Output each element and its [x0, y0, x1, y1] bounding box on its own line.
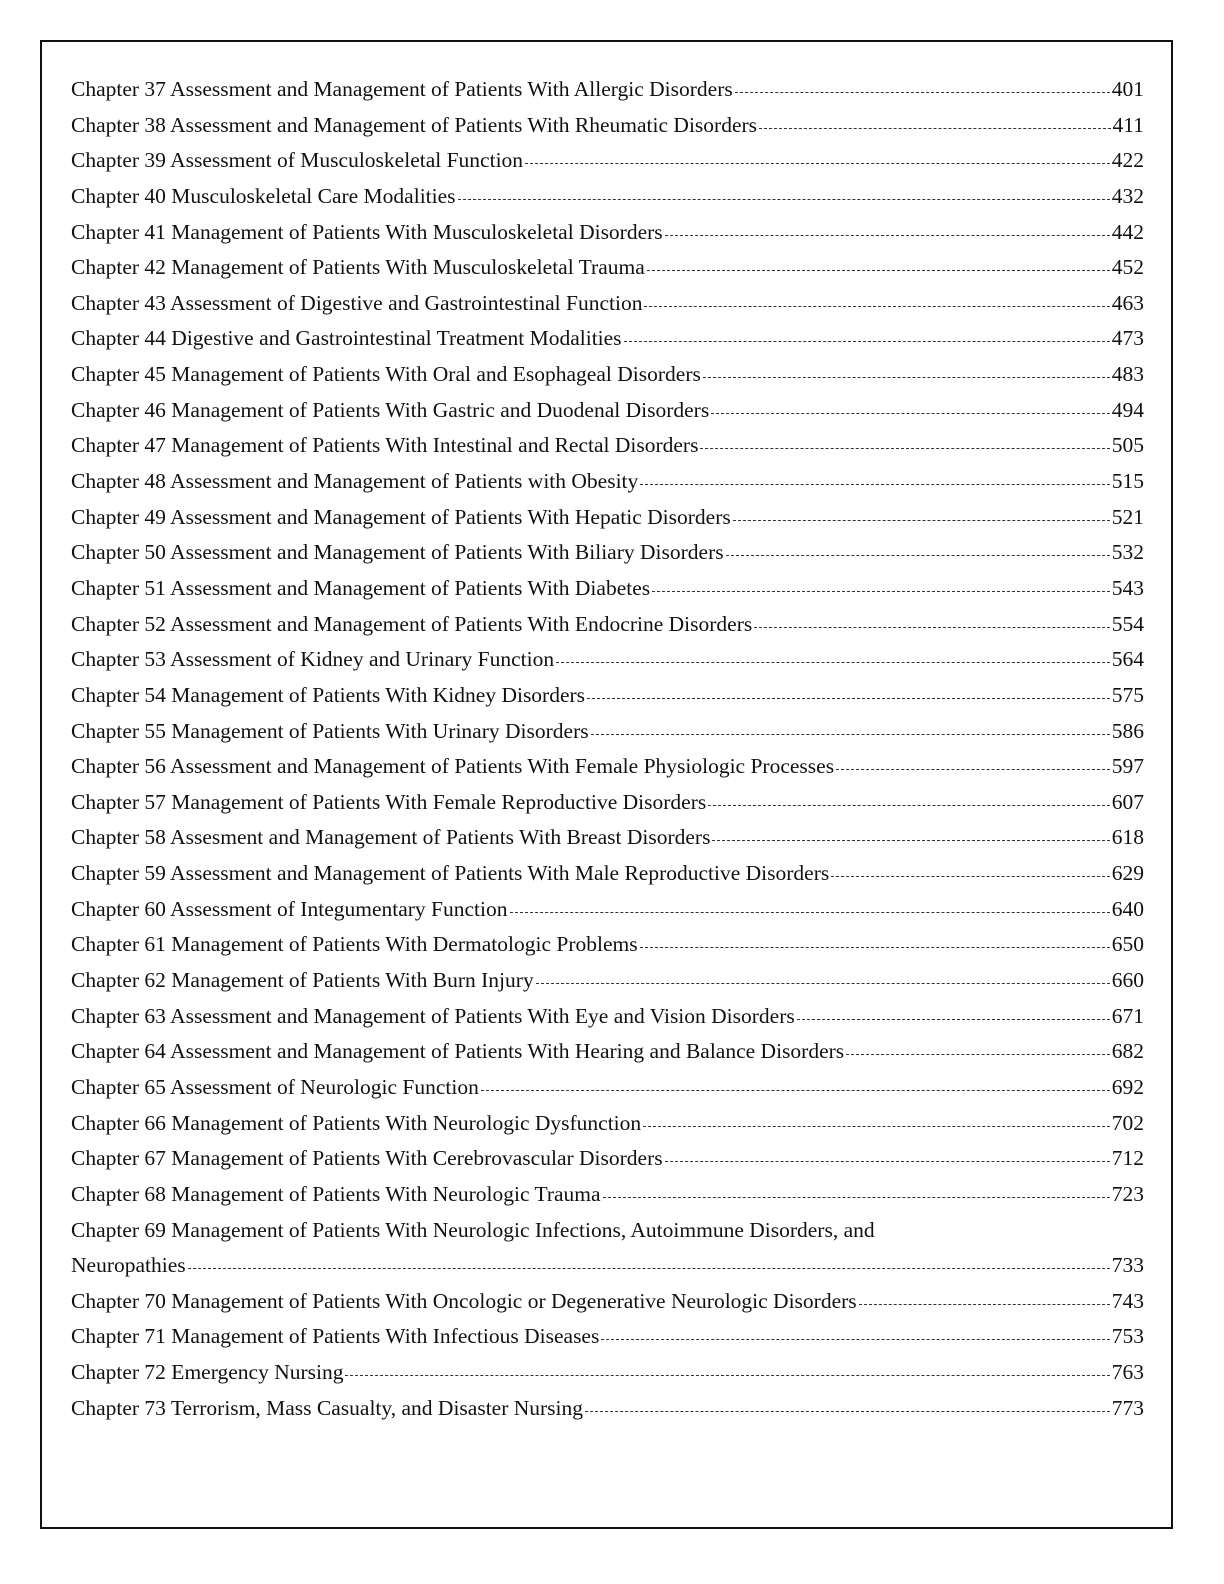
- toc-entry-page: 483: [1111, 362, 1144, 387]
- toc-entry-page: 494: [1111, 397, 1144, 422]
- dot-leader: [481, 1090, 1110, 1091]
- toc-entry-title: Chapter 62 Management of Patients With Burn Injury: [71, 968, 534, 993]
- dot-leader: [846, 1054, 1110, 1055]
- toc-entry-page: 401: [1111, 77, 1144, 101]
- toc-entry[interactable]: [71, 963, 1144, 999]
- toc-entry-title: Chapter 48 Assessment and Management of Patients with Obesity: [71, 469, 639, 494]
- toc-entry-title: Chapter 68 Management of Patients With Neurologic Trauma: [71, 1181, 601, 1206]
- toc-entry-title: Chapter 53 Assessment of Kidney and Urinary Function: [71, 647, 555, 672]
- dot-leader: [603, 1197, 1110, 1198]
- dot-leader: [536, 983, 1110, 984]
- toc-entry-title: Chapter 58 Assesment and Management of Patients With Breast Disorders: [71, 825, 711, 850]
- toc-entry-page: 671: [1111, 1003, 1144, 1028]
- toc-entry[interactable]: [71, 250, 1144, 286]
- toc-entry-page: 743: [1111, 1288, 1144, 1313]
- dot-leader: [797, 1019, 1110, 1020]
- toc-entry[interactable]: [71, 607, 1144, 643]
- dot-leader: [759, 128, 1111, 129]
- toc-entry[interactable]: [71, 1355, 1144, 1391]
- dot-leader: [836, 769, 1110, 770]
- dot-leader: [525, 163, 1110, 164]
- toc-entry-title: Chapter 52 Assessment and Management of Patients With Endocrine Disorders: [71, 611, 753, 636]
- toc-entry-title: Chapter 66 Management of Patients With Neurologic Dysfunction: [71, 1110, 642, 1135]
- dot-leader: [458, 199, 1110, 200]
- dot-leader: [733, 520, 1110, 521]
- dot-leader: [643, 1126, 1110, 1127]
- toc-entry-title: Chapter 55 Management of Patients With Urinary Disorders: [71, 718, 589, 743]
- dot-leader: [735, 92, 1110, 93]
- toc-entry-title: Chapter 61 Management of Patients With Dermatologic Problems: [71, 932, 638, 957]
- toc-entry[interactable]: [71, 1319, 1144, 1355]
- toc-entry-title: Chapter 60 Assessment of Integumentary Function: [71, 896, 508, 921]
- toc-entry-title: Chapter 64 Assessment and Management of Patients With Hearing and Balance Disorders: [71, 1039, 845, 1064]
- toc-entry-page: 702: [1111, 1110, 1144, 1135]
- toc-entry-page: 452: [1111, 255, 1144, 280]
- dot-leader: [703, 377, 1110, 378]
- dot-leader: [345, 1375, 1109, 1376]
- toc-entry-page: 442: [1111, 219, 1144, 244]
- toc-entry[interactable]: [71, 1070, 1144, 1106]
- toc-entry[interactable]: [71, 464, 1144, 500]
- toc-entry[interactable]: [71, 714, 1144, 750]
- toc-entry-page: 564: [1111, 647, 1144, 672]
- dot-leader: [585, 1411, 1110, 1412]
- toc-entry-title: Chapter 45 Management of Patients With Oral and Esophageal Disorders: [71, 362, 701, 387]
- toc-entry[interactable]: [71, 1106, 1144, 1142]
- toc-entry[interactable]: [71, 357, 1144, 393]
- toc-entry[interactable]: [71, 321, 1144, 357]
- dot-leader: [510, 912, 1110, 913]
- toc-entry[interactable]: [71, 286, 1144, 322]
- table-of-contents: [71, 72, 1144, 1426]
- toc-entry[interactable]: [71, 749, 1144, 785]
- dot-leader: [665, 1161, 1110, 1162]
- toc-entry[interactable]: [71, 642, 1144, 678]
- dot-leader: [647, 270, 1110, 271]
- toc-entry-title: Chapter 47 Management of Patients With Intestinal and Rectal Disorders: [71, 433, 699, 458]
- dot-leader: [712, 840, 1109, 841]
- dot-leader: [711, 413, 1110, 414]
- toc-entry-page: 712: [1111, 1146, 1144, 1171]
- toc-entry[interactable]: [71, 785, 1144, 821]
- toc-entry-page: 660: [1111, 968, 1144, 993]
- toc-entry[interactable]: [71, 927, 1144, 963]
- dot-leader: [556, 662, 1110, 663]
- toc-entry[interactable]: [71, 535, 1144, 571]
- toc-entry-title: Chapter 49 Assessment and Management of Patients With Hepatic Disorders: [71, 504, 731, 529]
- toc-entry-page: 640: [1111, 896, 1144, 921]
- toc-entry-title: Chapter 57 Management of Patients With Female Reproductive Disorders: [71, 789, 707, 814]
- toc-entry-page: 618: [1111, 825, 1144, 850]
- toc-entry-page: 521: [1111, 504, 1144, 529]
- toc-entry-title-continued: Neuropathies: [71, 1253, 186, 1278]
- toc-entry-page: 543: [1111, 575, 1144, 600]
- dot-leader: [726, 555, 1110, 556]
- toc-entry-title: Chapter 42 Management of Patients With Musculoskeletal Trauma: [71, 255, 645, 280]
- toc-entry-title: Chapter 65 Assessment of Neurologic Function: [71, 1074, 479, 1099]
- toc-entry[interactable]: [71, 999, 1144, 1035]
- toc-entry[interactable]: [71, 179, 1144, 215]
- toc-entry-title: Chapter 41 Management of Patients With Musculoskeletal Disorders: [71, 219, 663, 244]
- toc-entry-page: 629: [1111, 861, 1144, 886]
- toc-entry-page: 753: [1111, 1324, 1144, 1349]
- toc-entry-page: 473: [1111, 326, 1144, 351]
- toc-entry-page: 607: [1111, 789, 1144, 814]
- toc-entry[interactable]: [71, 571, 1144, 607]
- toc-entry-title: Chapter 72 Emergency Nursing: [71, 1360, 344, 1385]
- toc-entry-title: Chapter 70 Management of Patients With Oncologic or Degenerative Neurologic Disorders: [71, 1288, 857, 1313]
- toc-entry[interactable]: [71, 500, 1144, 536]
- dot-leader: [591, 734, 1110, 735]
- toc-entry[interactable]: [71, 856, 1144, 892]
- toc-entry-page: 532: [1111, 540, 1144, 565]
- toc-entry[interactable]: [71, 428, 1144, 464]
- toc-entry-page: 723: [1111, 1181, 1144, 1206]
- toc-entry-page: 763: [1111, 1360, 1144, 1385]
- toc-entry[interactable]: [71, 1141, 1144, 1177]
- dot-leader: [188, 1268, 1110, 1269]
- dot-leader: [640, 947, 1110, 948]
- toc-entry[interactable]: [71, 72, 1144, 108]
- toc-entry-title: Chapter 39 Assessment of Musculoskeletal Function: [71, 148, 524, 173]
- dot-leader: [831, 876, 1109, 877]
- toc-entry-title: Chapter 43 Assessment of Digestive and Gastrointestinal Function: [71, 290, 643, 315]
- toc-entry[interactable]: [71, 108, 1144, 144]
- toc-entry-page: 432: [1111, 183, 1144, 208]
- toc-entry-page: 515: [1111, 469, 1144, 494]
- dot-leader: [652, 591, 1110, 592]
- toc-entry-title: Chapter 40 Musculoskeletal Care Modalities: [71, 183, 456, 208]
- toc-entry-title: Chapter 46 Management of Patients With Gastric and Duodenal Disorders: [71, 397, 710, 422]
- toc-entry-title: Chapter 59 Assessment and Management of Patients With Male Reproductive Disorders: [71, 861, 830, 886]
- toc-entry-title: Chapter 69 Management of Patients With Neurologic Infections, Autoimmune Disorders, and: [71, 1217, 875, 1242]
- dot-leader: [665, 235, 1110, 236]
- toc-entry[interactable]: [71, 1177, 1144, 1213]
- toc-entry-title: Chapter 73 Terrorism, Mass Casualty, and Disaster Nursing: [71, 1395, 584, 1420]
- toc-entry-title: Chapter 44 Digestive and Gastrointestinal Treatment Modalities: [71, 326, 622, 351]
- toc-entry-title: Chapter 63 Assessment and Management of Patients With Eye and Vision Disorders: [71, 1003, 795, 1028]
- toc-entry-page: 692: [1111, 1074, 1144, 1099]
- toc-entry-page: 463: [1111, 290, 1144, 315]
- toc-entry[interactable]: [71, 393, 1144, 429]
- dot-leader: [644, 306, 1109, 307]
- toc-entry-title: Chapter 54 Management of Patients With Kidney Disorders: [71, 682, 586, 707]
- dot-leader: [754, 627, 1110, 628]
- dot-leader: [700, 448, 1109, 449]
- dot-leader: [601, 1339, 1109, 1340]
- toc-entry-title: Chapter 50 Assessment and Management of Patients With Biliary Disorders: [71, 540, 724, 565]
- toc-entry-title: Chapter 51 Assessment and Management of Patients With Diabetes: [71, 575, 651, 600]
- toc-entry-page: 586: [1111, 718, 1144, 743]
- toc-entry-page: 773: [1111, 1395, 1144, 1420]
- toc-entry[interactable]: [71, 1284, 1144, 1320]
- toc-entry-title: Chapter 37 Assessment and Management of Patients With Allergic Disorders: [71, 77, 733, 101]
- dot-leader: [624, 341, 1110, 342]
- toc-entry[interactable]: [71, 1391, 1144, 1427]
- toc-entry[interactable]: [71, 892, 1144, 928]
- toc-entry-page: 422: [1111, 148, 1144, 173]
- dot-leader: [640, 484, 1109, 485]
- toc-entry[interactable]: [71, 1034, 1144, 1070]
- toc-entry-page: 733: [1111, 1253, 1144, 1278]
- dot-leader: [587, 698, 1110, 699]
- toc-entry-page: 554: [1111, 611, 1144, 636]
- toc-entry-page: 682: [1111, 1039, 1144, 1064]
- toc-entry[interactable]: [71, 215, 1144, 251]
- dot-leader: [859, 1304, 1110, 1305]
- toc-entry-title: Chapter 71 Management of Patients With Infectious Diseases: [71, 1324, 600, 1349]
- toc-entry[interactable]: [71, 678, 1144, 714]
- toc-entry-page: 650: [1111, 932, 1144, 957]
- toc-entry[interactable]: [71, 820, 1144, 856]
- toc-entry-line[interactable]: [71, 1213, 1144, 1249]
- toc-entry-line[interactable]: [71, 1248, 1144, 1284]
- toc-entry[interactable]: [71, 143, 1144, 179]
- toc-entry-page: 597: [1111, 754, 1144, 779]
- toc-entry-title: Chapter 38 Assessment and Management of Patients With Rheumatic Disorders: [71, 112, 758, 137]
- toc-entry-page: 575: [1111, 682, 1144, 707]
- dot-leader: [708, 805, 1110, 806]
- toc-entry-title: Chapter 67 Management of Patients With Cerebrovascular Disorders: [71, 1146, 663, 1171]
- toc-entry-page: 411: [1112, 112, 1144, 137]
- toc-entry-title: Chapter 56 Assessment and Management of Patients With Female Physiologic Processes: [71, 754, 835, 779]
- toc-entry-page: 505: [1111, 433, 1144, 458]
